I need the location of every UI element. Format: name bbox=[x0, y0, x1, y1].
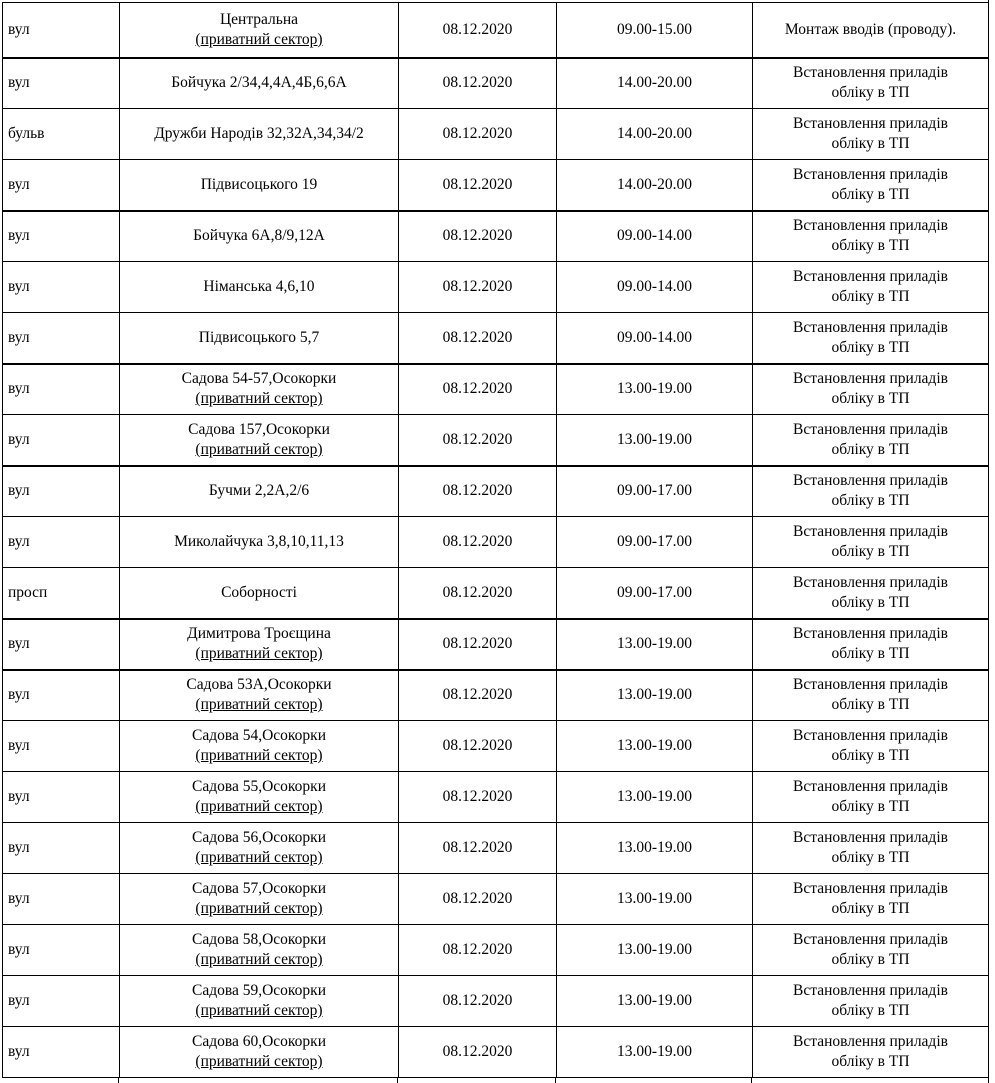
work-description-cell bbox=[753, 313, 989, 364]
work-line: Встановлення приладів bbox=[793, 880, 948, 897]
address-cell bbox=[120, 568, 399, 619]
address-cell bbox=[120, 823, 399, 874]
work-description-cell bbox=[753, 619, 989, 670]
table-row bbox=[3, 721, 989, 772]
sector-note: (приватний сектор) bbox=[195, 1053, 323, 1070]
street-type-cell: вул bbox=[3, 721, 120, 772]
date-cell: 08.12.2020 bbox=[399, 1027, 557, 1078]
work-description-cell bbox=[753, 925, 989, 976]
work-line: Встановлення приладів bbox=[793, 676, 948, 694]
work-line: Монтаж вводів (проводу). bbox=[784, 20, 957, 38]
address-cell bbox=[120, 1027, 399, 1078]
table-row bbox=[3, 619, 989, 670]
date-cell: 08.12.2020 bbox=[399, 517, 557, 568]
address-cell bbox=[120, 415, 399, 466]
work-line: Встановлення приладів bbox=[793, 523, 948, 540]
street-type-cell: вул bbox=[3, 364, 120, 415]
time-cell: 09.00-17.00 bbox=[557, 517, 753, 568]
address-line: Садова 54,Осокорки bbox=[192, 727, 326, 744]
time-cell: 13.00-19.00 bbox=[557, 823, 753, 874]
sector-note: (приватний сектор) bbox=[195, 440, 323, 458]
work-line: Встановлення приладів bbox=[793, 115, 948, 132]
table-row bbox=[3, 976, 989, 1027]
work-line: обліку в ТП bbox=[831, 696, 910, 714]
address-line: Німанська 4,6,10 bbox=[203, 278, 315, 295]
street-type-cell: вул bbox=[3, 211, 120, 262]
work-line: обліку в ТП bbox=[831, 849, 910, 866]
work-description-cell bbox=[753, 211, 989, 262]
address-cell bbox=[120, 313, 399, 364]
date-cell: 08.12.2020 bbox=[399, 211, 557, 262]
time-cell: 13.00-19.00 bbox=[557, 874, 753, 925]
work-description-cell bbox=[753, 517, 989, 568]
work-line: Встановлення приладів bbox=[793, 217, 948, 235]
work-line: Встановлення приладів bbox=[793, 625, 948, 642]
work-description-cell bbox=[753, 976, 989, 1027]
sector-note: (приватний сектор) bbox=[195, 645, 323, 662]
address-cell bbox=[120, 517, 399, 568]
table-row bbox=[3, 823, 989, 874]
table-row bbox=[3, 3, 989, 58]
right-border-line bbox=[988, 0, 989, 1083]
work-line: Встановлення приладів bbox=[793, 370, 948, 388]
work-description-cell bbox=[753, 721, 989, 772]
address-cell bbox=[120, 160, 399, 211]
sector-note: (приватний сектор) bbox=[195, 951, 323, 968]
address-cell bbox=[120, 262, 399, 313]
address-line: Бойчука 2/34,4,4А,4Б,6,6А bbox=[171, 74, 347, 92]
work-description-cell bbox=[753, 466, 989, 517]
work-description-cell bbox=[753, 3, 989, 58]
work-line: Встановлення приладів bbox=[793, 165, 948, 183]
work-line: Встановлення приладів bbox=[793, 1033, 948, 1050]
street-type-cell: вул bbox=[3, 262, 120, 313]
table-row bbox=[3, 211, 989, 262]
time-cell: 09.00-14.00 bbox=[557, 211, 753, 262]
work-line: обліку в ТП bbox=[831, 237, 910, 255]
work-line: обліку в ТП bbox=[831, 440, 910, 458]
date-cell: 08.12.2020 bbox=[399, 874, 557, 925]
date-cell: 08.12.2020 bbox=[399, 772, 557, 823]
table-row bbox=[3, 109, 989, 160]
work-line: обліку в ТП bbox=[831, 593, 910, 611]
time-cell: 13.00-19.00 bbox=[557, 925, 753, 976]
work-description-cell bbox=[753, 1027, 989, 1078]
street-type-cell: вул bbox=[3, 925, 120, 976]
address-line: Садова 60,Осокорки bbox=[192, 1033, 326, 1050]
street-type-cell: вул bbox=[3, 670, 120, 721]
address-cell bbox=[120, 466, 399, 517]
date-cell: 08.12.2020 bbox=[399, 976, 557, 1027]
date-cell: 08.12.2020 bbox=[399, 823, 557, 874]
table-row bbox=[3, 364, 989, 415]
work-line: Встановлення приладів bbox=[793, 778, 948, 795]
work-line: обліку в ТП bbox=[831, 543, 910, 560]
time-cell: 09.00-17.00 bbox=[557, 466, 753, 517]
address-line: Садова 157,Осокорки bbox=[188, 420, 330, 438]
sector-note: (приватний сектор) bbox=[195, 849, 323, 866]
date-cell: 08.12.2020 bbox=[399, 364, 557, 415]
work-description-cell bbox=[753, 772, 989, 823]
date-cell: 08.12.2020 bbox=[399, 619, 557, 670]
address-line: Димитрова Троєщина bbox=[187, 625, 331, 642]
sector-note: (приватний сектор) bbox=[195, 798, 323, 815]
bottom-tick bbox=[751, 1078, 752, 1083]
work-line: обліку в ТП bbox=[831, 288, 910, 305]
sector-note: (приватний сектор) bbox=[195, 900, 323, 917]
date-cell: 08.12.2020 bbox=[399, 3, 557, 58]
address-line: Садова 53А,Осокорки bbox=[186, 676, 332, 694]
work-line: обліку в ТП bbox=[831, 1002, 910, 1019]
street-type-cell: вул bbox=[3, 517, 120, 568]
work-line: обліку в ТП bbox=[831, 645, 910, 662]
time-cell: 13.00-19.00 bbox=[557, 1027, 753, 1078]
address-cell bbox=[120, 670, 399, 721]
work-line: Встановлення приладів bbox=[793, 982, 948, 999]
table-row bbox=[3, 262, 989, 313]
work-line: обліку в ТП bbox=[831, 951, 910, 968]
bottom-tick bbox=[397, 1078, 398, 1083]
work-line: обліку в ТП bbox=[831, 338, 910, 356]
bottom-tick bbox=[555, 1078, 556, 1083]
address-line: Садова 58,Осокорки bbox=[192, 931, 326, 948]
work-description-cell bbox=[753, 874, 989, 925]
work-description-cell bbox=[753, 58, 989, 109]
address-cell bbox=[120, 925, 399, 976]
date-cell: 08.12.2020 bbox=[399, 109, 557, 160]
address-line: Садова 54-57,Осокорки bbox=[181, 370, 337, 388]
street-type-cell: вул bbox=[3, 772, 120, 823]
work-line: обліку в ТП bbox=[831, 185, 910, 203]
time-cell: 09.00-14.00 bbox=[557, 262, 753, 313]
street-type-cell: вул bbox=[3, 823, 120, 874]
address-cell bbox=[120, 976, 399, 1027]
time-cell: 09.00-14.00 bbox=[557, 313, 753, 364]
street-type-cell: вул bbox=[3, 415, 120, 466]
time-cell: 14.00-20.00 bbox=[557, 58, 753, 109]
table-row bbox=[3, 58, 989, 109]
date-cell: 08.12.2020 bbox=[399, 415, 557, 466]
table-row bbox=[3, 670, 989, 721]
address-line: Центральна bbox=[219, 10, 299, 28]
work-line: Встановлення приладів bbox=[793, 573, 948, 591]
street-type-cell: вул bbox=[3, 313, 120, 364]
work-line: Встановлення приладів bbox=[793, 420, 948, 438]
table-row bbox=[3, 466, 989, 517]
address-cell bbox=[120, 109, 399, 160]
address-cell bbox=[120, 58, 399, 109]
street-type-cell: вул bbox=[3, 1027, 120, 1078]
street-type-cell: вул bbox=[3, 976, 120, 1027]
street-type-cell: вул bbox=[3, 3, 120, 58]
street-type-cell: просп bbox=[3, 568, 120, 619]
address-cell bbox=[120, 721, 399, 772]
table-row bbox=[3, 1027, 989, 1078]
address-line: Садова 56,Осокорки bbox=[192, 829, 326, 846]
time-cell: 13.00-19.00 bbox=[557, 619, 753, 670]
address-line: Садова 57,Осокорки bbox=[192, 880, 326, 897]
date-cell: 08.12.2020 bbox=[399, 313, 557, 364]
time-cell: 13.00-19.00 bbox=[557, 415, 753, 466]
street-type-cell: вул bbox=[3, 58, 120, 109]
table-row bbox=[3, 568, 989, 619]
street-type-cell: вул bbox=[3, 874, 120, 925]
date-cell: 08.12.2020 bbox=[399, 160, 557, 211]
time-cell: 14.00-20.00 bbox=[557, 160, 753, 211]
time-cell: 09.00-17.00 bbox=[557, 568, 753, 619]
street-type-cell: вул bbox=[3, 466, 120, 517]
time-cell: 13.00-19.00 bbox=[557, 670, 753, 721]
address-cell bbox=[120, 619, 399, 670]
bottom-tick bbox=[118, 1078, 119, 1083]
table-row bbox=[3, 925, 989, 976]
work-description-cell bbox=[753, 160, 989, 211]
work-line: обліку в ТП bbox=[831, 84, 910, 102]
time-cell: 09.00-15.00 bbox=[557, 3, 753, 58]
date-cell: 08.12.2020 bbox=[399, 670, 557, 721]
address-line: Садова 55,Осокорки bbox=[192, 778, 326, 795]
address-line: Бойчука 6А,8/9,12А bbox=[193, 227, 325, 245]
time-cell: 13.00-19.00 bbox=[557, 364, 753, 415]
table-body bbox=[3, 3, 989, 1078]
time-cell: 13.00-19.00 bbox=[557, 721, 753, 772]
work-line: Встановлення приладів bbox=[793, 64, 948, 82]
work-line: обліку в ТП bbox=[831, 798, 910, 815]
work-description-cell bbox=[753, 364, 989, 415]
address-line: Миколайчука 3,8,10,11,13 bbox=[174, 533, 344, 550]
date-cell: 08.12.2020 bbox=[399, 721, 557, 772]
table-row bbox=[3, 415, 989, 466]
work-line: обліку в ТП bbox=[831, 492, 910, 510]
street-type-cell: вул bbox=[3, 160, 120, 211]
work-line: обліку в ТП bbox=[831, 900, 910, 917]
work-description-cell bbox=[753, 415, 989, 466]
date-cell: 08.12.2020 bbox=[399, 466, 557, 517]
address-line: Дружби Народів 32,32А,34,34/2 bbox=[154, 125, 364, 142]
work-description-cell bbox=[753, 670, 989, 721]
address-cell bbox=[120, 772, 399, 823]
sector-note: (приватний сектор) bbox=[195, 30, 323, 48]
date-cell: 08.12.2020 bbox=[399, 262, 557, 313]
work-description-cell bbox=[753, 568, 989, 619]
table-row bbox=[3, 313, 989, 364]
sector-note: (приватний сектор) bbox=[195, 1002, 323, 1019]
time-cell: 14.00-20.00 bbox=[557, 109, 753, 160]
work-line: обліку в ТП bbox=[831, 747, 910, 764]
work-line: обліку в ТП bbox=[831, 1053, 910, 1070]
time-cell: 13.00-19.00 bbox=[557, 772, 753, 823]
outage-schedule-table bbox=[2, 2, 989, 1078]
address-line: Соборності bbox=[221, 583, 297, 601]
work-line: Встановлення приладів bbox=[793, 268, 948, 285]
work-description-cell bbox=[753, 109, 989, 160]
work-line: обліку в ТП bbox=[831, 390, 910, 408]
work-description-cell bbox=[753, 823, 989, 874]
address-cell bbox=[120, 3, 399, 58]
address-cell bbox=[120, 211, 399, 262]
work-line: Встановлення приладів bbox=[793, 318, 948, 336]
address-line: Садова 59,Осокорки bbox=[192, 982, 326, 999]
sector-note: (приватний сектор) bbox=[195, 696, 323, 714]
work-line: Встановлення приладів bbox=[793, 931, 948, 948]
address-line: Підвисоцького 19 bbox=[200, 175, 318, 193]
street-type-cell: вул bbox=[3, 619, 120, 670]
date-cell: 08.12.2020 bbox=[399, 925, 557, 976]
table-row bbox=[3, 874, 989, 925]
table-row bbox=[3, 160, 989, 211]
address-cell bbox=[120, 874, 399, 925]
table-row bbox=[3, 517, 989, 568]
sector-note: (приватний сектор) bbox=[195, 747, 323, 764]
address-cell bbox=[120, 364, 399, 415]
work-line: Встановлення приладів bbox=[793, 829, 948, 846]
address-line: Підвисоцького 5,7 bbox=[198, 328, 320, 346]
street-type-cell: бульв bbox=[3, 109, 120, 160]
work-line: Встановлення приладів bbox=[793, 472, 948, 490]
table-row bbox=[3, 772, 989, 823]
time-cell: 13.00-19.00 bbox=[557, 976, 753, 1027]
work-description-cell bbox=[753, 262, 989, 313]
date-cell: 08.12.2020 bbox=[399, 568, 557, 619]
address-line: Бучми 2,2А,2/6 bbox=[208, 482, 310, 500]
date-cell: 08.12.2020 bbox=[399, 58, 557, 109]
work-line: обліку в ТП bbox=[831, 135, 910, 152]
work-line: Встановлення приладів bbox=[793, 727, 948, 744]
sector-note: (приватний сектор) bbox=[195, 390, 323, 408]
